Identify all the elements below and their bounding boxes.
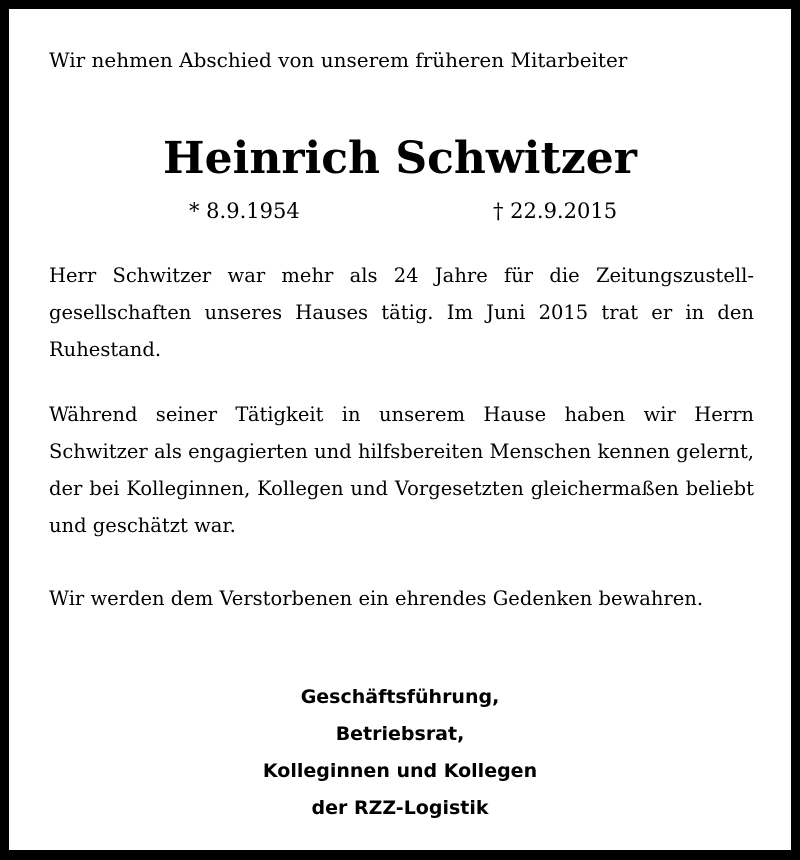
signatory-colleagues: Kolleginnen und Kollegen	[262, 760, 538, 782]
death-date: † 22.9.2015	[493, 199, 618, 223]
paragraph-character: Während seiner Tätigkeit in unserem Hause haben wir Herrn Schwitzer als engagierten und hilfsbereiten Menschen kennen gelernt, der bei Kolleginnen, Kollegen und Vorgesetzten gleichermaßen beliebt und geschätzt war.	[49, 403, 754, 537]
signatory-company: der RZZ-Logistik	[311, 797, 489, 819]
paragraph-career: Herr Schwitzer war mehr als 24 Jahre für die Zeitungszustellgesellschaften unseres Hauses tätig. Im Juni 2015 trat er in den Ruhestand.	[49, 264, 754, 361]
life-dates	[9, 197, 791, 225]
signatory-works-council: Betriebsrat,	[335, 723, 465, 745]
obituary-notice	[9, 9, 791, 850]
signatories	[9, 679, 791, 827]
deceased-name: Heinrich Schwitzer	[163, 133, 637, 184]
birth-date: * 8.9.1954	[189, 199, 300, 223]
paragraph-remembrance: Wir werden dem Verstorbenen ein ehrendes Gedenken bewahren.	[49, 587, 704, 610]
signatory-management: Geschäftsführung,	[300, 686, 500, 708]
intro-line: Wir nehmen Abschied von unserem früheren Mitarbeiter	[49, 48, 628, 72]
